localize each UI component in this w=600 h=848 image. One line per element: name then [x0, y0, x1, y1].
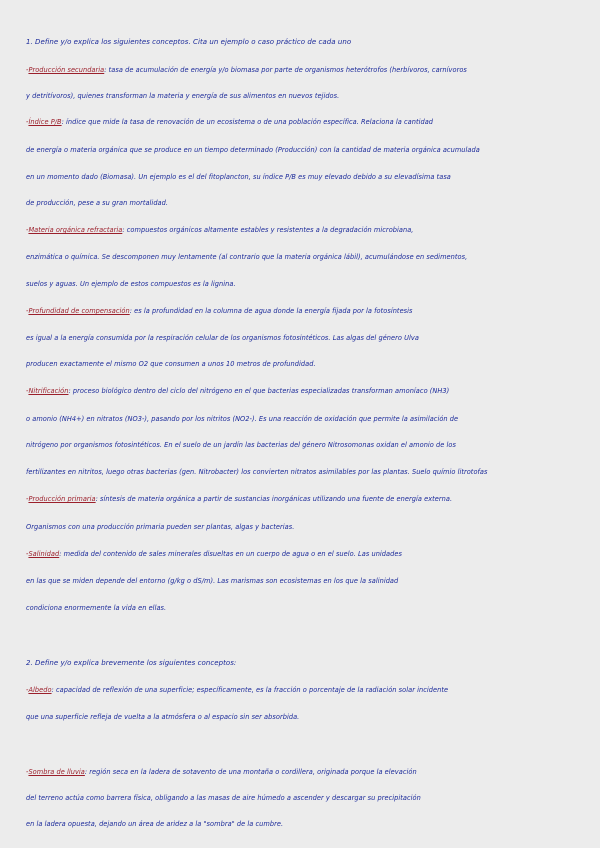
term-albedo: Albedo	[28, 686, 52, 694]
term-sombra-de-lluvia: Sombra de lluvia	[28, 768, 85, 776]
term-produccion-primaria: Producción primaria	[28, 495, 96, 503]
item-nitrificacion: -Nitrificación: proceso biológico dentro del ciclo del nitrógeno en el que bacterias especializadas transforman amoníaco (NH3)	[26, 387, 450, 395]
item-produccion-primaria: -Producción primaria: síntesis de materia orgánica a partir de sustancias inorgánicas utilizando una fuente de energía externa.	[26, 495, 453, 503]
question-1-title	[26, 38, 582, 47]
question-2-text: 2. Define y/o explica brevemente los siguientes conceptos:	[26, 659, 237, 667]
term-materia-organica-refractaria: Materia orgánica refractaria	[28, 226, 123, 234]
item-profundidad-compensacion: -Profundidad de compensación: es la profundidad en la columna de agua donde la energía fijada por la fotosíntesis	[26, 307, 413, 315]
term-produccion-secundaria: Producción secundaria	[28, 66, 105, 74]
item-indice-pb: -Índice P/B: índice que mide la tasa de renovación de un ecosistema o de una población específica. Relaciona la cantidad	[26, 118, 434, 126]
question-2-title	[26, 659, 582, 668]
term-nitrificacion: Nitrificación	[28, 387, 69, 395]
item-albedo: -Albedo: capacidad de reflexión de una superficie; específicamente, es la fracción o porcentaje de la radiación solar incidente	[26, 686, 449, 694]
handwritten-notes-page: 1. Define y/o explica los siguientes conceptos. Cita un ejemplo o caso práctico de cada uno -Producción secundaria: tasa de acumulación de energía y/o biomasa por parte de organismos heterótrofos (herbívoros, carnívoros y detritívoros), quienes transforman la materia y energía de sus alimentos en nuevos tejidos. -Índice P/B: índice que mide la tasa de renovación de un ecosistema o de una población específica. Relaciona la cantidad de energía o materia orgánica que se produce en un tiempo determinado (Producción) con la cantidad de materia orgánica acumulada en un momento dado (Biomasa). Un ejemplo es el del fitoplancton, su índice P/B es muy elevado debido a su elevadísima tasa de producción, pese a su gran mortalidad. -Materia orgánica refractaria: compuestos orgánicos altamente estables y resistentes a la degradación microbiana, enzimática o química. Se descomponen muy lentamente (al contrario que la materia orgánica lábil), acumulándose en sedimentos, suelos y aguas. Un ejemplo de estos compuestos es la lignina. -Profundidad de compensación: es la profundidad en la columna de agua donde la energía fijada por la fotosíntesis es igual a la energía consumida por la respiración celular de los organismos fotosintéticos. Las algas del género Ulva producen exactamente el mismo O2 que consumen a unos 10 metros de profundidad. -Nitrificación: proceso biológico dentro del ciclo del nitrógeno en el que bacterias especializadas transforman amoníaco (NH3) o amonio (NH4+) en nitratos (NO3-), pasando por los nitritos (NO2-). Es una reacción de oxidación que permite la asimilación de nitrógeno por organismos fotosintéticos. En el suelo de un jardín las bacterias del género Nitrosomonas oxidan el amonio de los fertilizantes en nitritos, luego otras bacterias (gen. Nitrobacter) los convierten nitratos asimilables por las plantas. Suelo químio litrotofas -Producción primaria: síntesis de materia orgánica a partir de sustancias inorgánicas utilizando una fuente de energía externa. Organismos con una producción primaria pueden ser plantas, algas y bacterias. -Salinidad: medida del contenido de sales minerales disueltas en un cuerpo de agua o en el suelo. Las unidades en las que se miden depende del entorno (g/kg o dS/m). Las marismas son ecosistemas en los que la salinidad condiciona enormemente la vida en ellas. 2. Define y/o explica brevemente los siguientes conceptos: -Albedo: capacidad de reflexión de una superficie; específicamente, es la fracción o porcentaje de la radiación solar incidente que una superficie refleja de vuelta a la atmósfera o al espacio sin ser absorbida. -Sombra de lluvia: región seca en la ladera de sotavento de una montaña o cordillera, originada porque la elevación del terreno actúa como barrera física, obligando a las masas de aire húmedo a ascender y descargar su precipitación en la ladera opuesta, dejando un área de aridez a la "sombra" de la cumbre.	[0, 0, 600, 848]
item-produccion-secundaria: -Producción secundaria: tasa de acumulación de energía y/o biomasa por parte de organismos heterótrofos (herbívoros, carnívoros	[26, 66, 467, 74]
item-salinidad: -Salinidad: medida del contenido de sales minerales disueltas en un cuerpo de agua o en el suelo. Las unidades	[26, 550, 402, 558]
item-materia-organica-refractaria: -Materia orgánica refractaria: compuestos orgánicos altamente estables y resistentes a la degradación microbiana,	[26, 226, 414, 234]
term-salinidad: Salinidad	[28, 550, 60, 558]
term-profundidad-compensacion: Profundidad de compensación	[28, 307, 130, 315]
item-sombra-de-lluvia: -Sombra de lluvia: región seca en la ladera de sotavento de una montaña o cordillera, originada porque la elevación	[26, 768, 417, 776]
item-produccion-secundaria-cont: y detritívoros), quienes transforman la materia y energía de sus alimentos en nuevos tejidos.	[26, 92, 340, 100]
term-indice-pb: Índice P/B	[28, 118, 62, 126]
question-1-text: 1. Define y/o explica los siguientes conceptos. Cita un ejemplo o caso práctico de cada uno	[26, 38, 352, 46]
